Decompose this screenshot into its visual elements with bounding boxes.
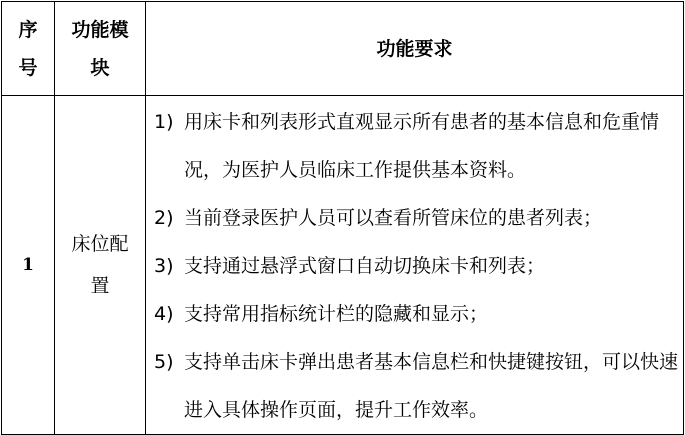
row-module-label: 床位配置 (71, 233, 129, 297)
header-seq (2, 2, 55, 96)
header-seq-label: 序号 (18, 18, 38, 79)
requirement-item (154, 290, 683, 338)
requirement-text: 用床卡和列表形式直观显示所有患者的基本信息和危重情况，为医护人员临床工作提供基本资料。 (184, 111, 660, 181)
requirement-item (154, 194, 683, 242)
header-row (2, 2, 684, 96)
row-module (55, 96, 146, 435)
header-module (55, 2, 146, 96)
table-row (2, 96, 684, 435)
requirement-list (154, 98, 683, 434)
row-requirements (146, 96, 684, 435)
requirement-index: 1) (154, 111, 174, 133)
header-requirements-label: 功能要求 (376, 37, 453, 60)
requirement-text: 支持常用指标统计栏的隐藏和显示； (184, 303, 489, 325)
requirement-text: 支持通过悬浮式窗口自动切换床卡和列表； (184, 255, 546, 277)
requirement-item (154, 98, 683, 194)
requirement-text: 当前登录医护人员可以查看所管床位的患者列表； (184, 207, 603, 229)
header-requirements (146, 2, 684, 96)
requirement-index: 5) (154, 351, 174, 373)
requirement-index: 4) (154, 303, 174, 325)
requirement-text: 支持单击床卡弹出患者基本信息栏和快捷键按钮，可以快速进入具体操作页面，提升工作效率。 (184, 351, 679, 421)
row-seq: 1 (2, 96, 55, 435)
requirement-index: 3) (154, 255, 174, 277)
requirement-item (154, 242, 683, 290)
header-module-label: 功能模块 (71, 18, 129, 79)
requirement-index: 2) (154, 207, 174, 229)
requirements-table (1, 1, 684, 435)
requirement-item (154, 338, 683, 434)
